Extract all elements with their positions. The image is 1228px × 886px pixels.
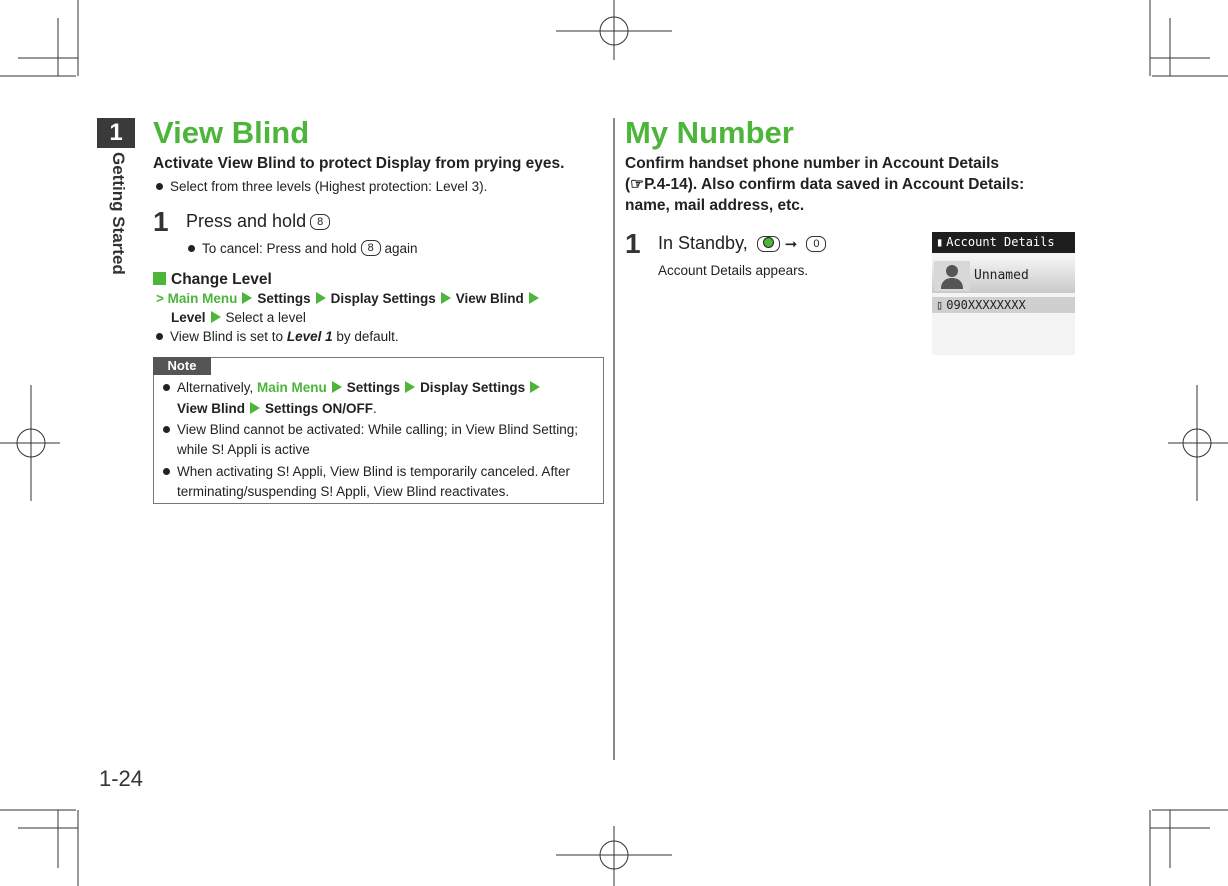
chapter-title-text: Getting Started bbox=[109, 152, 128, 275]
path-view-blind: View Blind bbox=[455, 291, 524, 306]
bullet-icon bbox=[156, 183, 163, 190]
note-text: View Blind cannot be activated: While calling; in View Blind Setting; bbox=[177, 422, 578, 437]
triangle-icon bbox=[211, 311, 221, 323]
note-text: When activating S! Appli, View Blind is temporarily canceled. After bbox=[177, 464, 570, 479]
screenshot-number-row bbox=[932, 297, 1075, 313]
path-display-settings: Display Settings bbox=[330, 291, 436, 306]
step-number: 1 bbox=[153, 206, 169, 237]
chapter-title bbox=[100, 152, 130, 282]
screenshot-header-text: Account Details bbox=[946, 235, 1055, 249]
my-number-lead-1: Confirm handset phone number in Account Details bbox=[625, 155, 1000, 172]
triangle-icon bbox=[250, 402, 260, 414]
bullet-icon bbox=[163, 384, 170, 391]
note-text: Alternatively, bbox=[177, 380, 254, 395]
bullet-icon bbox=[163, 468, 170, 475]
view-blind-title: View Blind bbox=[153, 115, 310, 150]
default-value: Level 1 bbox=[286, 329, 333, 344]
my-number-step-sub: Account Details appears. bbox=[658, 263, 809, 278]
square-icon bbox=[153, 272, 166, 285]
screenshot-name-row bbox=[932, 259, 1075, 293]
my-number-step bbox=[658, 230, 826, 258]
step-instruction bbox=[186, 208, 330, 234]
default-suffix: by default. bbox=[336, 329, 399, 344]
note-tab: Note bbox=[153, 357, 211, 375]
center-key-icon bbox=[757, 236, 780, 252]
change-level-path-2 bbox=[171, 308, 306, 328]
note-bullet-1 bbox=[163, 378, 593, 398]
path-main-menu: Main Menu bbox=[167, 291, 238, 306]
view-blind-bullet bbox=[156, 177, 487, 197]
key-8-icon: 8 bbox=[310, 214, 330, 230]
sub-text-suffix: again bbox=[384, 241, 418, 256]
triangle-icon bbox=[529, 292, 539, 304]
triangle-icon bbox=[242, 292, 252, 304]
chapter-number: 1 bbox=[97, 118, 135, 148]
step-number: 1 bbox=[625, 228, 641, 259]
triangle-icon bbox=[316, 292, 326, 304]
key-8-icon: 8 bbox=[361, 240, 381, 256]
handset-icon: ▯ bbox=[936, 298, 944, 312]
arrow-icon: > bbox=[156, 291, 164, 306]
sub-text: To cancel: Press and hold bbox=[202, 241, 357, 256]
note-period: . bbox=[373, 401, 377, 416]
my-number-lead-2 bbox=[625, 174, 1024, 195]
screenshot-header bbox=[932, 232, 1075, 253]
key-0-icon: 0 bbox=[806, 236, 826, 252]
step-text: In Standby, bbox=[658, 233, 748, 253]
default-prefix: View Blind is set to bbox=[170, 329, 284, 344]
note-bullet-3-line2: terminating/suspending S! Appli, View Blind reactivates. bbox=[177, 484, 510, 499]
bullet-icon bbox=[163, 426, 170, 433]
paren-open: ( bbox=[625, 176, 631, 193]
note-bullet-2 bbox=[163, 420, 593, 440]
avatar-icon bbox=[934, 261, 970, 291]
note-path-view-blind: View Blind bbox=[177, 401, 246, 416]
note-path-display-settings: Display Settings bbox=[420, 380, 526, 395]
step-text: Press and hold bbox=[186, 211, 307, 231]
my-number-title: My Number bbox=[625, 115, 794, 150]
screenshot-number: 090XXXXXXXX bbox=[946, 298, 1026, 312]
change-level-default bbox=[156, 327, 399, 347]
path-end: Select a level bbox=[225, 310, 306, 325]
lead-text: ). Also confirm data saved in Account Details: bbox=[687, 176, 1025, 193]
note-path-settings-2: Settings bbox=[265, 401, 319, 416]
bullet-text: Select from three levels (Highest protection: Level 3). bbox=[170, 179, 488, 194]
bullet-icon bbox=[156, 333, 163, 340]
change-level-path bbox=[156, 289, 596, 309]
heading-text: Change Level bbox=[171, 271, 272, 288]
column-divider bbox=[613, 118, 615, 760]
note-path-main-menu: Main Menu bbox=[257, 380, 327, 395]
page-number: 1-24 bbox=[99, 766, 144, 791]
arrow-icon: ➞ bbox=[784, 236, 798, 253]
screenshot-name: Unnamed bbox=[974, 268, 1029, 283]
note-path-settings: Settings bbox=[346, 380, 401, 395]
triangle-icon bbox=[441, 292, 451, 304]
phone-icon: ▮ bbox=[936, 235, 944, 249]
view-blind-lead: Activate View Blind to protect Display from prying eyes. bbox=[153, 155, 565, 172]
my-number-lead-3: name, mail address, etc. bbox=[625, 197, 805, 214]
change-level-heading bbox=[153, 269, 272, 290]
page-reference-link[interactable]: P.4-14 bbox=[644, 176, 688, 193]
step-sub-bullet bbox=[188, 239, 418, 259]
triangle-icon bbox=[332, 381, 342, 393]
triangle-icon bbox=[405, 381, 415, 393]
bullet-icon bbox=[188, 245, 195, 252]
reference-icon: ☞ bbox=[630, 176, 645, 193]
triangle-icon bbox=[530, 381, 540, 393]
path-settings: Settings bbox=[257, 291, 311, 306]
path-level: Level bbox=[171, 310, 206, 325]
note-bullet-2-line2: while S! Appli is active bbox=[177, 442, 310, 457]
note-path-end: ON/OFF bbox=[322, 401, 374, 416]
note-bullet-1-line2 bbox=[177, 399, 377, 419]
note-bullet-3 bbox=[163, 462, 593, 482]
